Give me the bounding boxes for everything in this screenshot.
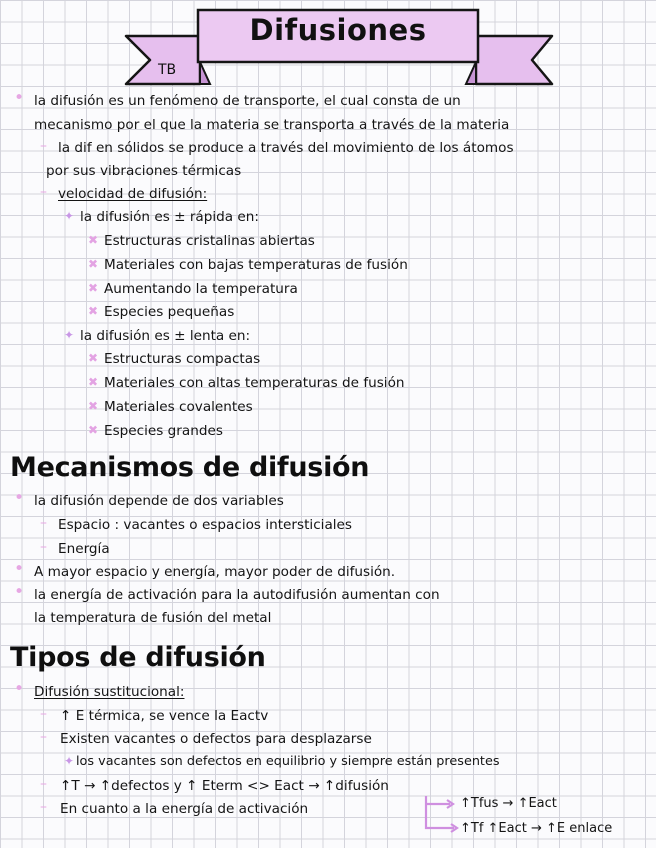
note-line: la energía de activación para la autodifusión aumentan con xyxy=(34,587,440,603)
note-line: ↑ E térmica, se vence la Eactv xyxy=(60,708,269,724)
list-item: Estructuras compactas xyxy=(104,351,261,367)
section-heading: Tipos de difusión xyxy=(10,642,266,673)
list-item: Materiales covalentes xyxy=(104,399,253,415)
note-line: A mayor espacio y energía, mayor poder de difusión. xyxy=(34,564,396,580)
bullet-x-icon: ✖ xyxy=(88,281,99,295)
note-line: la difusión es ± rápida en: xyxy=(80,209,259,225)
bullet-dot-icon: • xyxy=(14,88,25,108)
bullet-dot-icon: • xyxy=(14,559,25,579)
note-line: ↑Tf ↑Eact → ↑E enlace xyxy=(460,821,613,836)
bullet-dash-icon: – xyxy=(40,776,47,792)
bullet-star-icon: ✦ xyxy=(64,328,75,342)
note-line: ↑T → ↑defectos y ↑ Eterm <> Eact → ↑difusión xyxy=(60,778,389,794)
topic-tag: TB xyxy=(158,62,177,78)
bullet-dash-icon: – xyxy=(40,539,47,555)
bullet-dot-icon: • xyxy=(14,488,25,508)
note-line: Energía xyxy=(58,541,110,557)
branch-arrow-icon xyxy=(420,792,460,838)
bullet-dot-icon: • xyxy=(14,582,25,602)
note-line: la difusión es ± lenta en: xyxy=(80,328,251,344)
bullet-x-icon: ✖ xyxy=(88,351,99,365)
bullet-x-icon: ✖ xyxy=(88,257,99,271)
list-item: Materiales con bajas temperaturas de fusión xyxy=(104,257,408,273)
bullet-x-icon: ✖ xyxy=(88,399,99,413)
page-title: Difusiones xyxy=(249,13,427,47)
note-line: la temperatura de fusión del metal xyxy=(34,610,272,626)
list-item: Especies grandes xyxy=(104,423,223,439)
list-item: Aumentando la temperatura xyxy=(104,281,298,297)
bullet-dash-icon: – xyxy=(40,184,47,200)
note-line: mecanismo por el que la materia se transporta a través de la materia xyxy=(34,117,510,133)
bullet-dash-icon: – xyxy=(40,706,47,722)
section-heading: Mecanismos de difusión xyxy=(10,452,370,483)
note-line: la dif en sólidos se produce a través del movimiento de los átomos xyxy=(58,140,514,156)
bullet-star-icon: ✦ xyxy=(64,754,75,768)
bullet-x-icon: ✖ xyxy=(88,375,99,389)
bullet-dot-icon: • xyxy=(14,679,25,699)
bullet-dash-icon: – xyxy=(40,799,47,815)
bullet-star-icon: ✦ xyxy=(64,209,75,223)
bullet-x-icon: ✖ xyxy=(88,423,99,437)
note-line: En cuanto a la energía de activación xyxy=(60,801,309,817)
bullet-dash-icon: – xyxy=(40,138,47,154)
note-line: ↑Tfus → ↑Eact xyxy=(460,796,557,811)
note-line: los vacantes son defectos en equilibrio y siempre están presentes xyxy=(76,754,500,769)
list-item: Estructuras cristalinas abiertas xyxy=(104,233,315,249)
note-line: por sus vibraciones térmicas xyxy=(46,163,242,179)
note-line: Espacio : vacantes o espacios intersticiales xyxy=(58,517,352,533)
bullet-dash-icon: – xyxy=(40,729,47,745)
bullet-x-icon: ✖ xyxy=(88,304,99,318)
list-item: Especies pequeñas xyxy=(104,304,235,320)
list-item: Materiales con altas temperaturas de fusión xyxy=(104,375,405,391)
note-line: la difusión depende de dos variables xyxy=(34,493,284,509)
note-line: Existen vacantes o defectos para desplazarse xyxy=(60,731,372,747)
bullet-dash-icon: – xyxy=(40,515,47,531)
bullet-x-icon: ✖ xyxy=(88,233,99,247)
note-subheading: Difusión sustitucional: xyxy=(34,684,185,700)
note-subheading: velocidad de difusión: xyxy=(58,186,208,202)
note-line: la difusión es un fenómeno de transporte, el cual consta de un xyxy=(34,93,461,109)
